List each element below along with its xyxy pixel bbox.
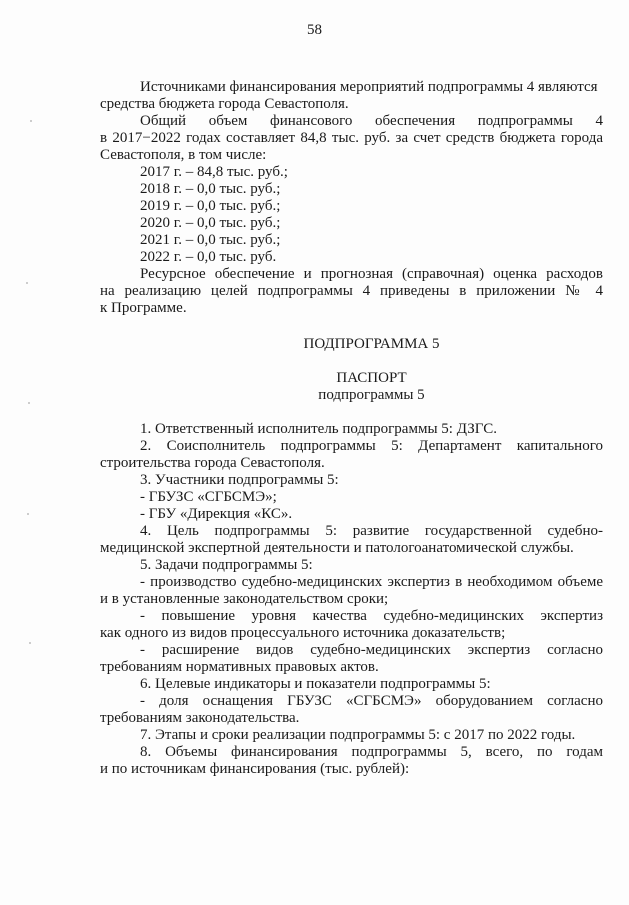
scan-speck: [28, 402, 30, 404]
funding-year-item: 2022 г. – 0,0 тыс. руб.: [140, 249, 277, 265]
passport-item-6: 6. Целевые индикаторы и показатели подпрограммы 5:: [140, 676, 491, 692]
task-item: - расширение видов судебно-медицинских экспертиз согласно: [140, 642, 603, 658]
funding-total-text: в 2017−2022 годах составляет 84,8 тыс. руб. за счет средств бюджета города: [100, 130, 603, 146]
funding-sources-text: средства бюджета города Севастополя.: [100, 96, 349, 112]
scan-speck: [29, 642, 31, 644]
funding-year-item: 2017 г. – 84,8 тыс. руб.;: [140, 164, 288, 180]
scan-speck: [26, 282, 28, 284]
funding-total-text: Севастополя, в том числе:: [100, 147, 267, 163]
resource-text: на реализацию целей подпрограммы 4 приведены в приложении № 4: [100, 283, 603, 299]
passport-item-8: 8. Объемы финансирования подпрограммы 5, всего, по годам: [140, 744, 603, 760]
participant-item: - ГБУЗС «СГБСМЭ»;: [140, 489, 277, 505]
passport-title: ПАСПОРТ: [336, 370, 407, 386]
passport-item-1: 1. Ответственный исполнитель подпрограммы 5: ДЗГС.: [140, 421, 498, 437]
participant-item: - ГБУ «Дирекция «КС».: [140, 506, 293, 522]
task-item: - производство судебно-медицинских экспертиз в необходимом объеме: [140, 574, 603, 590]
passport-item-4: 4. Цель подпрограммы 5: развитие государственной судебно-: [140, 523, 603, 539]
scan-speck: [30, 120, 32, 122]
passport-item-5: 5. Задачи подпрограммы 5:: [140, 557, 313, 573]
indicator-item: - доля оснащения ГБУЗС «СГБСМЭ» оборудованием согласно: [140, 693, 603, 709]
passport-item-3: 3. Участники подпрограммы 5:: [140, 472, 339, 488]
scan-speck: [27, 513, 29, 515]
funding-year-item: 2021 г. – 0,0 тыс. руб.;: [140, 232, 281, 248]
funding-year-item: 2020 г. – 0,0 тыс. руб.;: [140, 215, 281, 231]
indicator-item: требованиям законодательства.: [100, 710, 300, 726]
task-item: и в установленные законодательством сроки;: [100, 591, 389, 607]
funding-year-item: 2019 г. – 0,0 тыс. руб.;: [140, 198, 281, 214]
task-item: - повышение уровня качества судебно-медицинских экспертиз: [140, 608, 603, 624]
page-number: 58: [307, 22, 322, 38]
resource-text: к Программе.: [100, 300, 187, 316]
task-item: как одного из видов процессуального источника доказательств;: [100, 625, 506, 641]
passport-subtitle: подпрограммы 5: [318, 387, 425, 403]
passport-item-8: и по источникам финансирования (тыс. рублей):: [100, 761, 410, 777]
passport-item-2: строительства города Севастополя.: [100, 455, 325, 471]
subprogram-heading: ПОДПРОГРАММА 5: [303, 336, 440, 352]
passport-item-7: 7. Этапы и сроки реализации подпрограммы 5: с 2017 по 2022 годы.: [140, 727, 576, 743]
passport-item-4: медицинской экспертной деятельности и патологоанатомической службы.: [100, 540, 574, 556]
funding-year-item: 2018 г. – 0,0 тыс. руб.;: [140, 181, 281, 197]
funding-total-text: Общий объем финансового обеспечения подпрограммы 4: [140, 113, 603, 129]
resource-text: Ресурсное обеспечение и прогнозная (справочная) оценка расходов: [140, 266, 603, 282]
passport-item-2: 2. Соисполнитель подпрограммы 5: Департамент капитального: [140, 438, 603, 454]
funding-sources-text: Источниками финансирования мероприятий подпрограммы 4 являются: [140, 79, 598, 95]
task-item: требованиям нормативных правовых актов.: [100, 659, 379, 675]
